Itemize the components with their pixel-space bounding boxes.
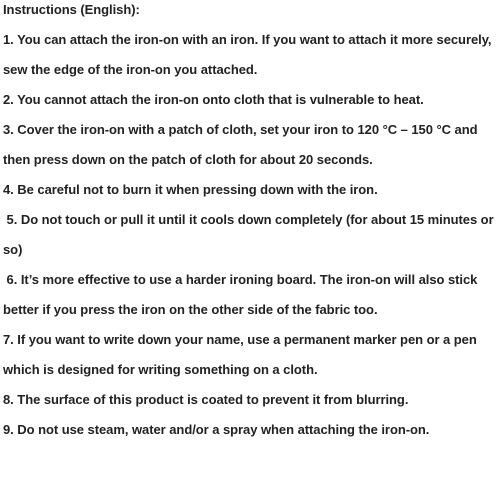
instruction-line: 7. If you want to write down your name, use a permanent marker pen or a pen xyxy=(3,332,477,347)
instruction-line: 4. Be careful not to burn it when pressing down with the iron. xyxy=(3,182,378,197)
instruction-line: which is designed for writing something on a cloth. xyxy=(3,362,318,377)
instruction-line: sew the edge of the iron-on you attached. xyxy=(3,62,258,77)
instruction-line: 5. Do not touch or pull it until it cools down completely (for about 15 minutes or xyxy=(3,212,494,227)
instruction-line: 9. Do not use steam, water and/or a spray when attaching the iron-on. xyxy=(3,422,430,437)
instruction-line: 8. The surface of this product is coated to prevent it from blurring. xyxy=(3,392,409,407)
instruction-line: 6. It’s more effective to use a harder ironing board. The iron-on will also stick xyxy=(3,272,478,287)
instruction-line: so) xyxy=(3,242,23,257)
instruction-line: 3. Cover the iron-on with a patch of cloth, set your iron to 120 °C – 150 °C and xyxy=(3,122,478,137)
instruction-line: then press down on the patch of cloth for about 20 seconds. xyxy=(3,152,373,167)
instructions-title: Instructions (English): xyxy=(3,2,140,17)
instruction-line: 1. You can attach the iron-on with an iron. If you want to attach it more securely, xyxy=(3,32,492,47)
instruction-line: 2. You cannot attach the iron-on onto cloth that is vulnerable to heat. xyxy=(3,92,424,107)
instruction-line: better if you press the iron on the other side of the fabric too. xyxy=(3,302,378,317)
instructions-document xyxy=(3,0,497,445)
